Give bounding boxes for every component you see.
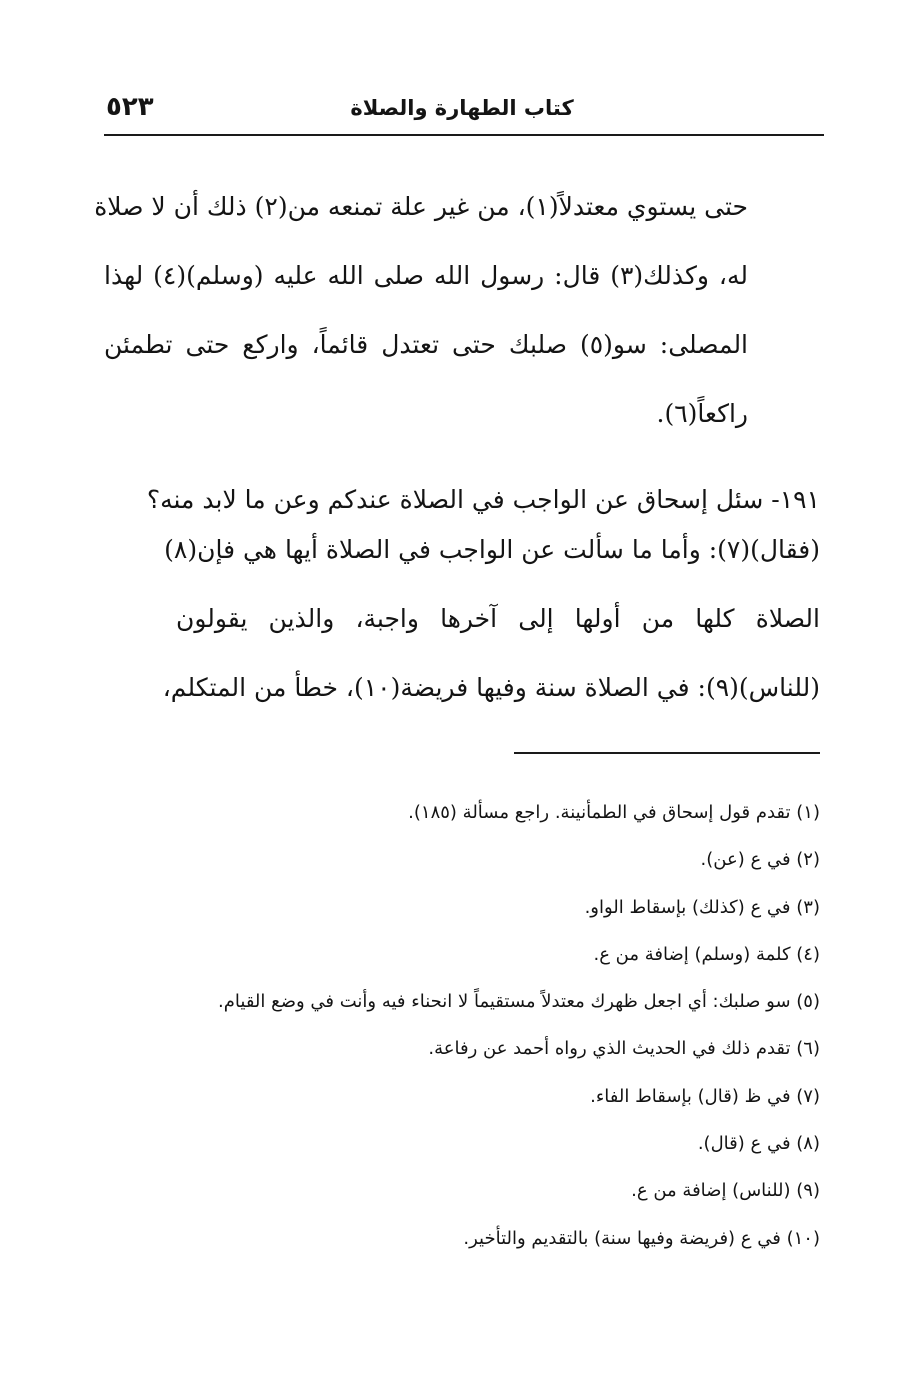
footnote: (٩) (للناس) إضافة من ع. [631,1180,820,1202]
footnote: (١٠) في ع (فريضة وفيها سنة) بالتقديم والتأخير. [463,1227,820,1249]
text-line: المصلى: سو(٥) صلبك حتى تعتدل قائماً، واركع حتى تطمئن [104,330,749,359]
running-head [104,88,820,132]
text-line: (للناس)(٩): في الصلاة سنة وفيها فريضة(١٠)، خطأ من المتكلم، [162,673,820,702]
footnote: (٨) في ع (قال). [697,1133,820,1155]
text-line: له، وكذلك(٣) قال: رسول الله صلى الله عليه (وسلم)(٤) لهذا [104,261,748,290]
running-title: كتاب الطهارة والصلاة [350,96,574,120]
footnote: (٢) في ع (عن). [700,849,820,871]
text-line: راكعاً(٦). [656,399,748,428]
footnote: (٦) تقدم ذلك في الحديث الذي رواه أحمد عن رفاعة. [428,1038,820,1060]
footnote: (٤) كلمة (وسلم) إضافة من ع. [593,943,820,965]
footnote: (٣) في ع (كذلك) بإسقاط الواو. [584,896,820,918]
footnote: (٧) في ظ (قال) بإسقاط الفاء. [590,1085,820,1107]
footnote: (٥) سو صلبك: أي اجعل ظهرك معتدلاً مستقيماً لا انحناء فيه وأنت في وضع القيام. [218,991,820,1013]
answer-paragraph [162,528,820,735]
text-line: حتى يستوي معتدلاً(١)، من غير علة تمنعه من(٢) ذلك أن لا صلاة [94,192,748,221]
question-block [104,478,820,735]
footnote: (١) تقدم قول إسحاق في الطمأنينة. راجع مسألة (١٨٥). [408,802,820,823]
page-number: ٥٢٣ [106,92,154,122]
text-line: (فقال)(٧): وأما ما سألت عن الواجب في الصلاة أيها هي فإن(٨) [164,535,820,564]
text-line: الصلاة كلها من أولها إلى آخرها واجبة، والذين يقولون [176,604,820,633]
question-line: ١٩١- سئل إسحاق عن الواجب في الصلاة عندكم وعن ما لابد منه؟ [146,485,820,514]
header-rule [104,134,824,136]
footnotes [104,795,820,1268]
paragraph-1 [94,185,749,461]
footnote-separator [514,752,820,754]
